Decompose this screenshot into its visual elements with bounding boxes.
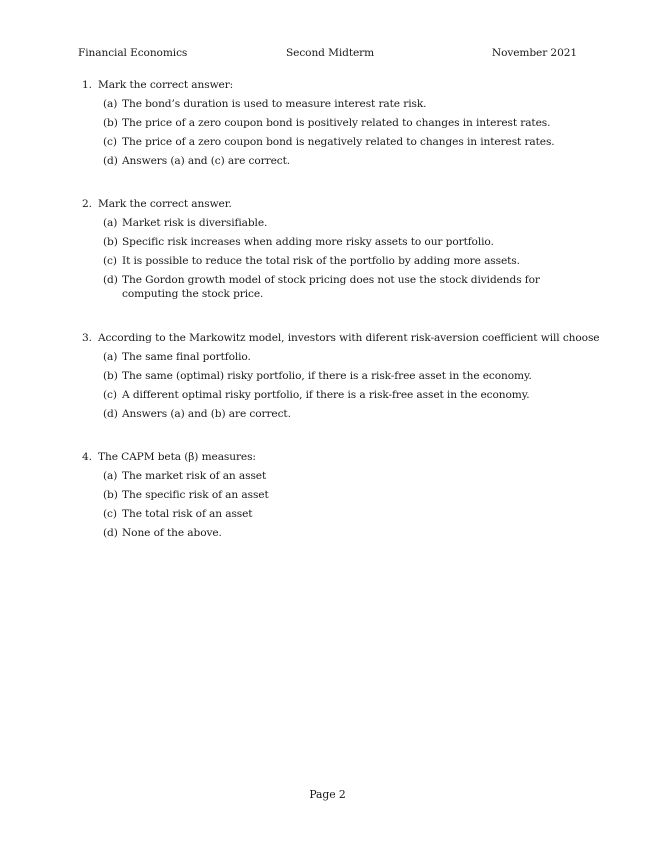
answer-option-c <box>82 135 580 149</box>
option-letter: (a) <box>103 98 118 110</box>
exam-date: November 2021 <box>491 47 577 59</box>
answer-option-a <box>82 469 580 483</box>
question-text: The CAPM beta (β) measures: <box>98 451 256 463</box>
option-letter: (d) <box>103 527 118 539</box>
option-letter: (a) <box>103 217 118 229</box>
option-text: The same (optimal) risky portfolio, if there is a risk-free asset in the economy. <box>122 370 532 382</box>
question-number: 3. <box>82 332 92 344</box>
answer-option-d <box>82 407 580 421</box>
question-number: 2. <box>82 198 92 210</box>
option-text: Specific risk increases when adding more risky assets to our portfolio. <box>122 236 494 248</box>
option-text: The price of a zero coupon bond is positively related to changes in interest rates. <box>122 117 551 129</box>
option-text: A different optimal risky portfolio, if there is a risk-free asset in the economy. <box>122 389 530 401</box>
question-text: Mark the correct answer. <box>98 198 232 210</box>
option-letter: (c) <box>103 508 117 520</box>
option-text: The bond’s duration is used to measure interest rate risk. <box>122 98 427 110</box>
option-text: None of the above. <box>122 527 222 539</box>
question-number: 4. <box>82 451 92 463</box>
question-2 <box>82 197 580 306</box>
answer-option-d <box>82 526 580 540</box>
option-text: Market risk is diversifiable. <box>122 217 268 229</box>
answer-option-a <box>82 350 580 364</box>
answer-option-d <box>82 273 580 301</box>
answer-option-b <box>82 116 580 130</box>
answer-options <box>82 97 580 168</box>
question-number: 1. <box>82 79 92 91</box>
question-3 <box>82 331 600 426</box>
option-letter: (c) <box>103 255 117 267</box>
option-text: The price of a zero coupon bond is negatively related to changes in interest rates. <box>122 136 555 148</box>
answer-options <box>82 216 580 301</box>
option-text: The Gordon growth model of stock pricing does not use the stock dividends for computing the stock price. <box>122 274 540 300</box>
option-text: The market risk of an asset <box>122 470 267 482</box>
page-header <box>78 47 577 61</box>
answer-option-a <box>82 216 580 230</box>
option-letter: (b) <box>103 117 118 129</box>
question-text: According to the Markowitz model, investors with diferent risk-aversion coefficient will choose <box>98 332 600 344</box>
question-stem <box>82 197 580 211</box>
option-letter: (c) <box>103 389 117 401</box>
answer-option-b <box>82 488 580 502</box>
option-letter: (a) <box>103 351 118 363</box>
question-4 <box>82 450 580 545</box>
answer-option-d <box>82 154 580 168</box>
answer-option-c <box>82 507 580 521</box>
option-letter: (d) <box>103 408 118 420</box>
option-letter: (a) <box>103 470 118 482</box>
question-text: Mark the correct answer: <box>98 79 234 91</box>
option-text: It is possible to reduce the total risk of the portfolio by adding more assets. <box>122 255 520 267</box>
option-text: The total risk of an asset <box>122 508 253 520</box>
option-text: The specific risk of an asset <box>122 489 269 501</box>
option-letter: (d) <box>103 155 118 167</box>
answer-options <box>82 350 580 421</box>
option-text: The same final portfolio. <box>122 351 251 363</box>
option-letter: (b) <box>103 489 118 501</box>
option-letter: (b) <box>103 236 118 248</box>
answer-option-b <box>82 235 580 249</box>
answer-option-b <box>82 369 580 383</box>
option-text: Answers (a) and (c) are correct. <box>122 155 291 167</box>
answer-option-c <box>82 388 580 402</box>
question-stem <box>82 331 600 345</box>
answer-option-a <box>82 97 580 111</box>
option-letter: (b) <box>103 370 118 382</box>
option-text: Answers (a) and (b) are correct. <box>122 408 291 420</box>
option-letter: (c) <box>103 136 117 148</box>
course-title: Financial Economics <box>78 47 188 59</box>
page-number: Page 2 <box>309 788 346 801</box>
question-stem <box>82 78 580 92</box>
option-letter: (d) <box>103 274 118 286</box>
answer-option-c <box>82 254 580 268</box>
answer-options <box>82 469 580 540</box>
question-1 <box>82 78 580 173</box>
question-stem <box>82 450 580 464</box>
exam-title: Second Midterm <box>286 47 375 59</box>
